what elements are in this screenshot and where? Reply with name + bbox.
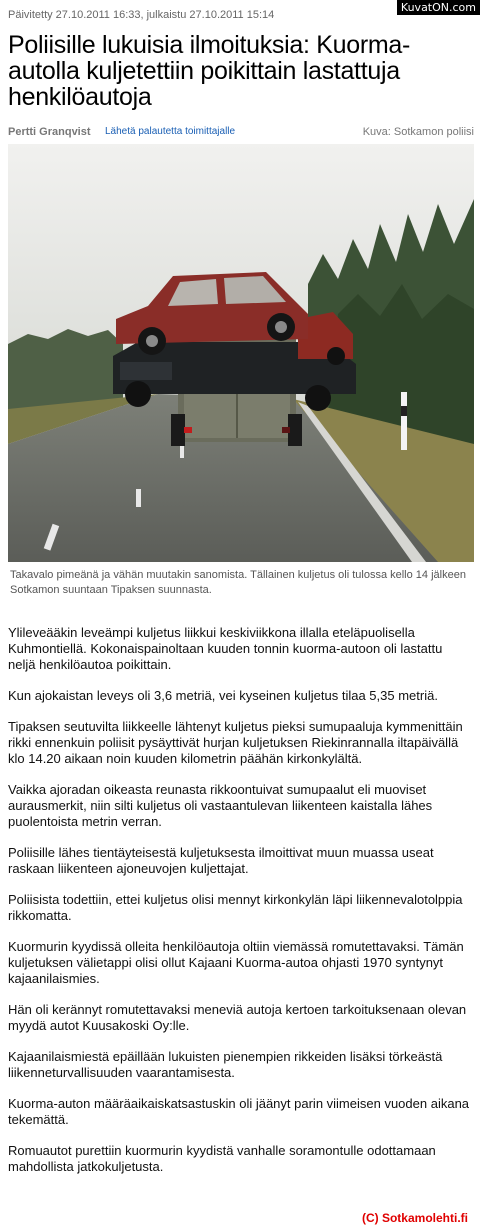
article-photo	[8, 144, 474, 562]
publish-timestamps: Päivitetty 27.10.2011 16:33, julkaistu 27.10.2011 15:14	[8, 9, 275, 21]
byline	[8, 126, 474, 140]
site-watermark: KuvatON.com	[397, 0, 480, 15]
photo-caption: Takavalo pimeänä ja vähän muutakin sanomista. Tällainen kuljetus oli tulossa kello 14 jälkeen Sotkamon suuntaan Tipaksen suunnasta.	[10, 569, 466, 596]
paragraph: Poliisille lähes tientäyteisestä kuljetuksesta ilmoittivat muun muassa useat raskaan liikenteen ajoneuvojen kuljettajat.	[8, 845, 434, 876]
photo-credit: Kuva: Sotkamon poliisi	[362, 126, 474, 138]
paragraph: Romuautot purettiin kuormurin kyydistä vanhalle soramontulle odottamaan mahdollista jatkokuljetusta.	[8, 1143, 436, 1174]
article-body	[8, 625, 472, 1190]
paragraph: Vaikka ajoradan oikeasta reunasta rikkoontuivat sumupaalut eli muoviset aurausmerkit, niin silti kuljetus oli vastaantulevan liikenteen kaistalla lähes puolentoista metrin verran.	[8, 782, 433, 829]
author-name: Pertti Granqvist	[8, 126, 91, 138]
paragraph: Hän oli kerännyt romutettavaksi meneviä autoja kertoen tarkoituksenaan olevan myydä autot Kuusakoski Oy:lle.	[8, 1002, 467, 1033]
paragraph: Kun ajokaistan leveys oli 3,6 metriä, vei kyseinen kuljetus tilaa 5,35 metriä.	[8, 688, 438, 703]
feedback-link[interactable]: Lähetä palautetta toimittajalle	[105, 126, 236, 137]
paragraph: Kuorma-auton määräaikaiskatsastuskin oli jäänyt parin viimeisen vuoden aikana tekemättä.	[8, 1096, 470, 1127]
paragraph: Tipaksen seutuvilta liikkeelle lähtenyt kuljetus pieksi sumupaaluja kymmenittäin rikki ennenkuin poliisit pysäyttivät hurjan kuljetuksen Riekinrannalla iltapäivällä klo 14.20 aikaan noin kuuden kilometrin päähän kirkonkylältä.	[8, 719, 463, 766]
paragraph: Ylileveääkin leveämpi kuljetus liikkui keskiviikkona illalla eteläpuolisella Kuhmontiellä. Kokonaispainoltaan kuuden tonnin kuorma-autoon oli lastattu neljä henkilöautoa poikittain.	[8, 625, 443, 672]
paragraph: Kajaanilaismiestä epäillään lukuisten pienempien rikkeiden lisäksi törkeästä liikenneturvallisuuden vaarantamisesta.	[8, 1049, 443, 1080]
article-headline: Poliisille lukuisia ilmoituksia: Kuorma-autolla kuljetettiin poikittain lastattuja henkilöautoja	[8, 31, 411, 111]
paragraph: Kuormurin kyydissä olleita henkilöautoja oltiin viemässä romutettavaksi. Tämän kuljetuksen välietappi olisi ollut Kajaani Kuorma-autoa ohjasti 1970 syntynyt kajaanilaismies.	[8, 939, 464, 986]
source-credit: (C) Sotkamolehti.fi	[361, 1211, 468, 1225]
truck-photo-illustration	[8, 144, 474, 562]
paragraph: Poliisista todettiin, ettei kuljetus olisi mennyt kirkonkylän läpi liikennevalotolppia rikkomatta.	[8, 892, 463, 923]
